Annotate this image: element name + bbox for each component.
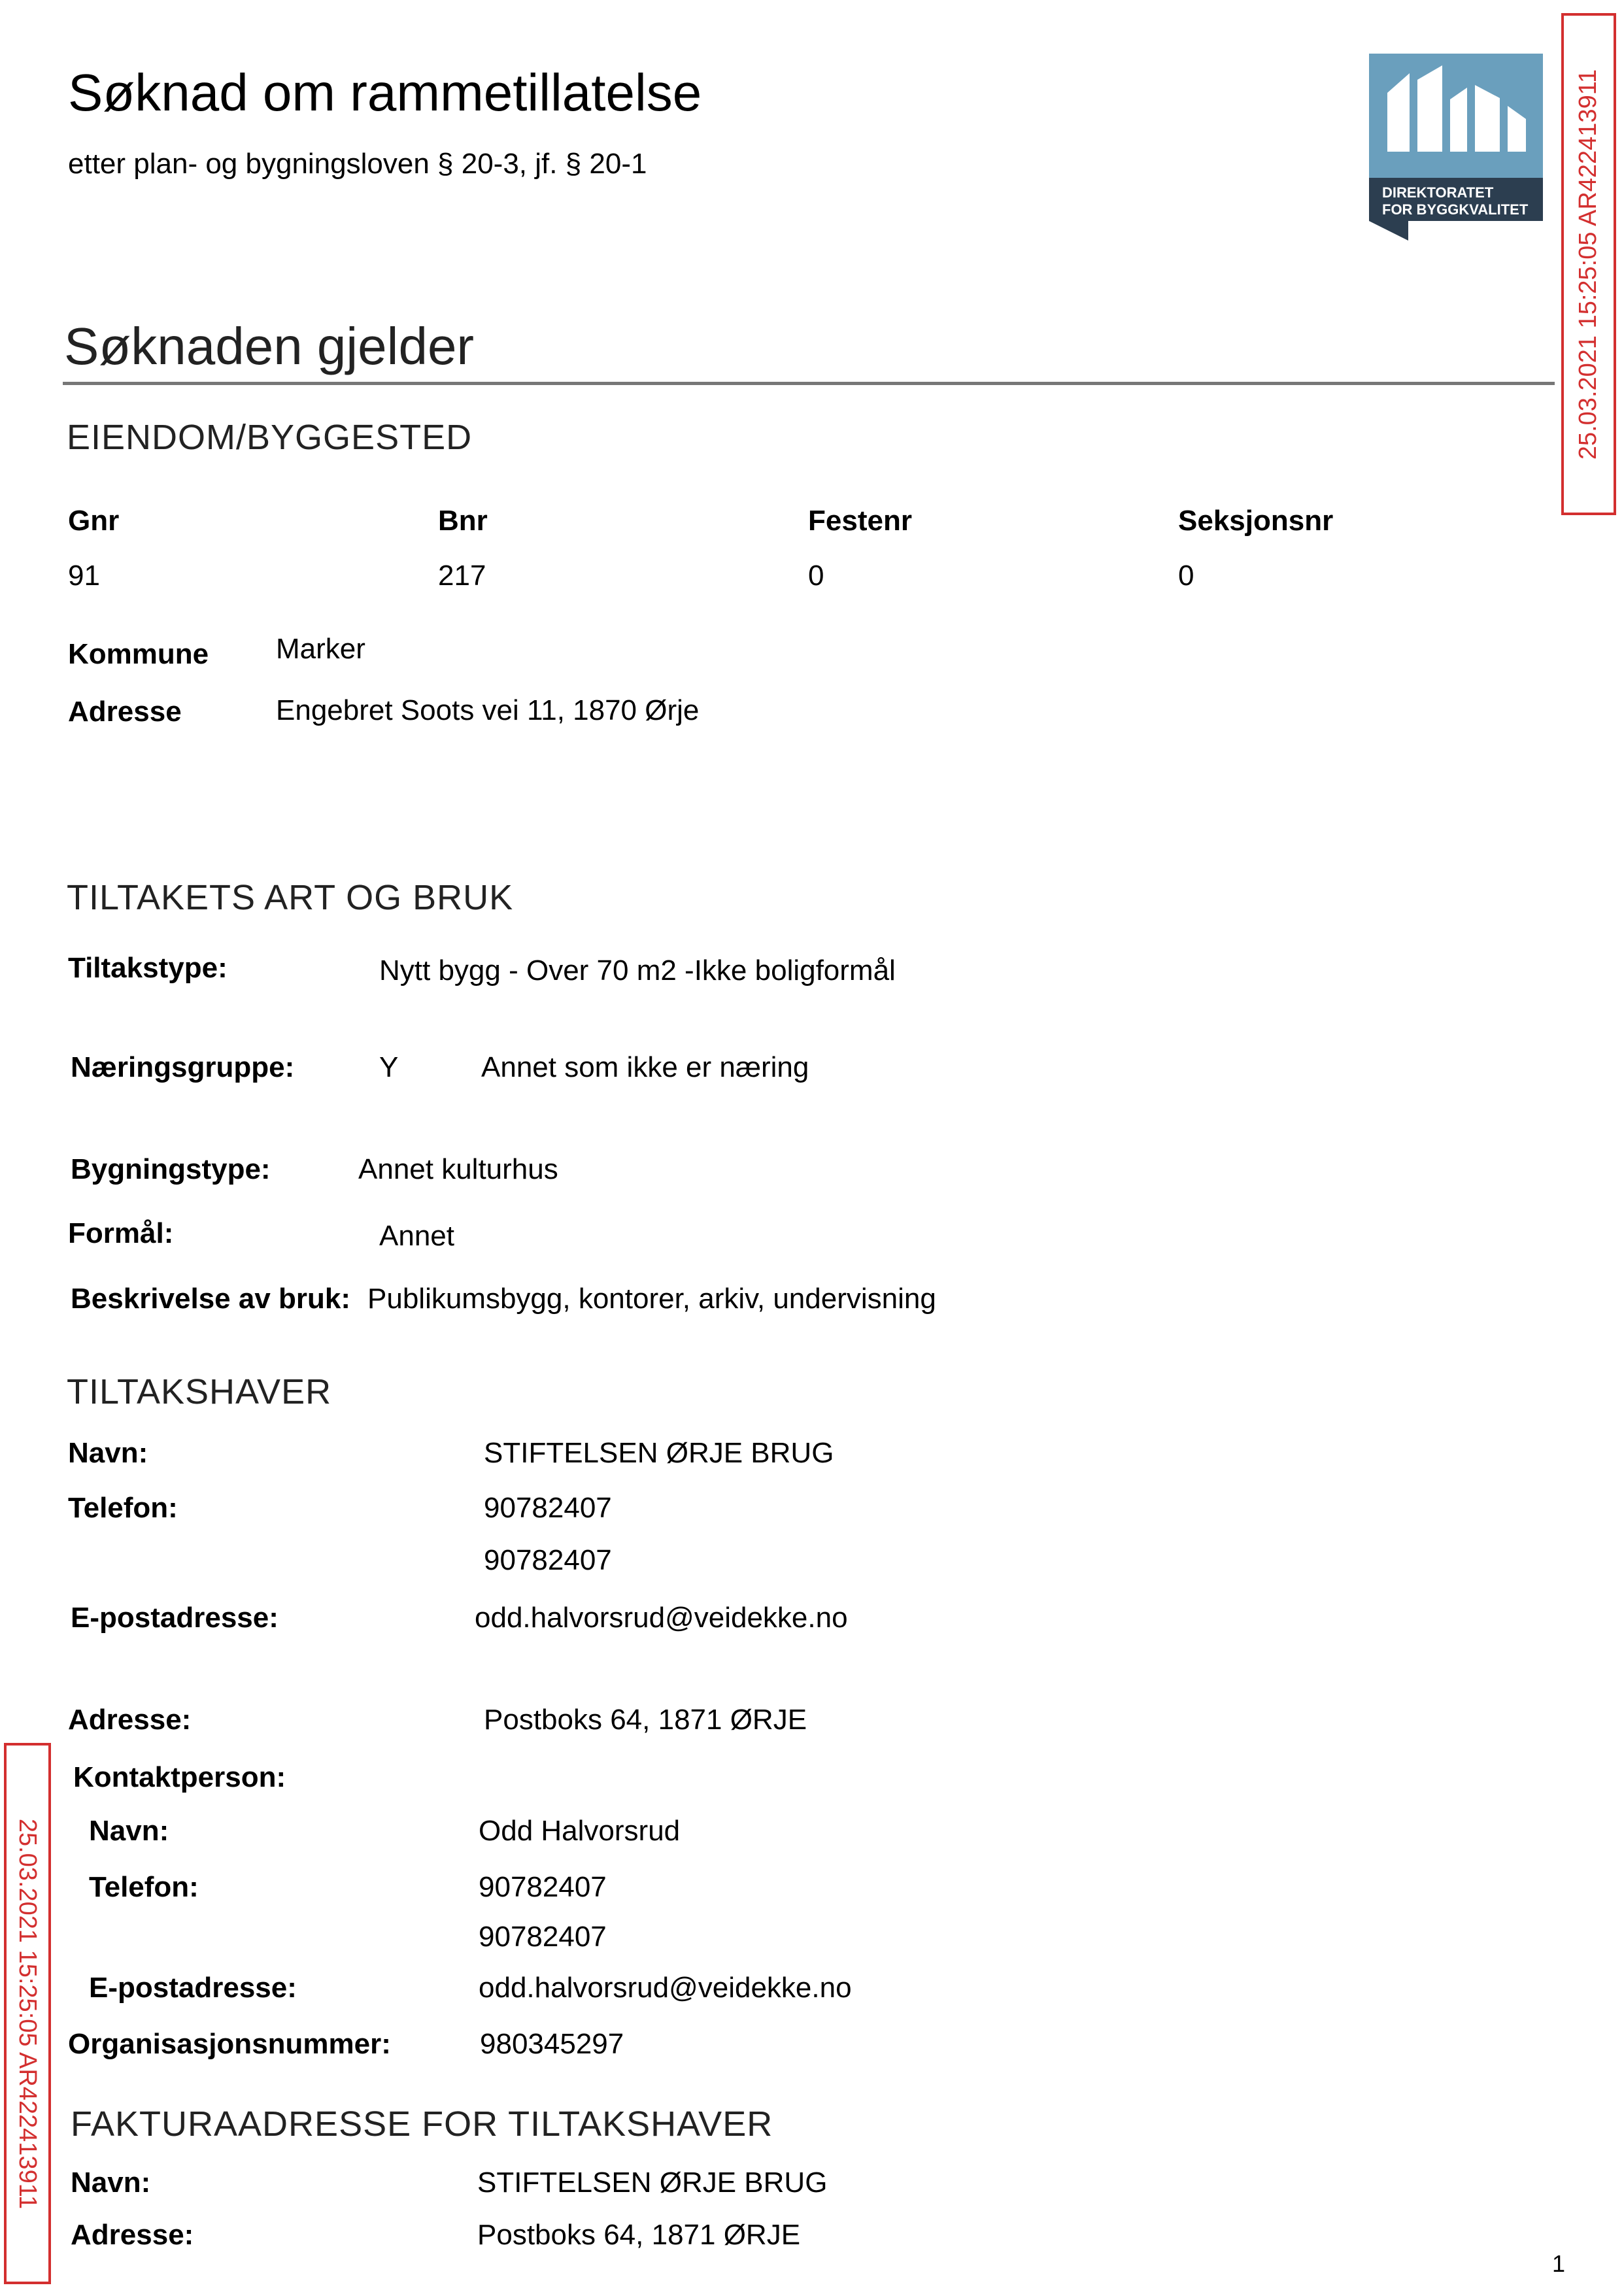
faktura-adresse-value: Postboks 64, 1871 ØRJE bbox=[477, 2219, 801, 2251]
kommune-value: Marker bbox=[276, 633, 365, 665]
tiltakshaver-telefon-label: Telefon: bbox=[68, 1492, 178, 1524]
eiendom-heading: EIENDOM/BYGGESTED bbox=[67, 418, 473, 457]
faktura-navn-value: STIFTELSEN ØRJE BRUG bbox=[477, 2167, 828, 2199]
tiltakshaver-adresse-value: Postboks 64, 1871 ØRJE bbox=[484, 1704, 807, 1736]
section-title: Søknaden gjelder bbox=[64, 317, 475, 375]
tiltakshaver-navn-label: Navn: bbox=[68, 1437, 148, 1469]
gnr-value: 91 bbox=[68, 560, 100, 592]
page-number: 1 bbox=[1552, 2250, 1566, 2277]
date-stamp-left bbox=[4, 1743, 51, 2284]
tiltakshaver-epost-value: odd.halvorsrud@veidekke.no bbox=[475, 1602, 848, 1634]
naeringsgruppe-value: Annet som ikke er næring bbox=[481, 1051, 809, 1083]
date-stamp-right bbox=[1561, 13, 1616, 515]
kontakt-epost-value: odd.halvorsrud@veidekke.no bbox=[479, 1972, 852, 2004]
kontakt-telefon-value1: 90782407 bbox=[479, 1871, 607, 1903]
tiltakshaver-adresse-label: Adresse: bbox=[68, 1704, 192, 1736]
faktura-navn-label: Navn: bbox=[71, 2167, 151, 2199]
stamp-text: 25.03.2021 15:25:05 AR422413911 bbox=[1574, 69, 1602, 460]
tiltakstype-value: Nytt bygg - Over 70 m2 -Ikke boligformål bbox=[379, 954, 896, 987]
seksjonsnr-value: 0 bbox=[1178, 560, 1194, 592]
festenr-label: Festenr bbox=[808, 505, 912, 537]
tiltakstype-label: Tiltakstype: bbox=[68, 952, 228, 984]
formal-value: Annet bbox=[379, 1220, 454, 1252]
orgnr-value: 980345297 bbox=[480, 2028, 624, 2060]
document-subtitle: etter plan- og bygningsloven § 20-3, jf. § 20-1 bbox=[68, 148, 647, 180]
kontaktperson-label: Kontaktperson: bbox=[73, 1761, 286, 1793]
faktura-heading: FAKTURAADRESSE FOR TILTAKSHAVER bbox=[71, 2104, 773, 2144]
festenr-value: 0 bbox=[808, 560, 824, 592]
naeringsgruppe-code: Y bbox=[379, 1051, 399, 1083]
document-title: Søknad om rammetillatelse bbox=[68, 63, 702, 122]
seksjonsnr-label: Seksjonsnr bbox=[1178, 505, 1334, 537]
logo-text-line1: DIREKTORATET bbox=[1382, 184, 1494, 201]
naeringsgruppe-label: Næringsgruppe: bbox=[71, 1051, 295, 1083]
tiltakshaver-navn-value: STIFTELSEN ØRJE BRUG bbox=[484, 1437, 834, 1469]
faktura-adresse-label: Adresse: bbox=[71, 2219, 194, 2251]
tiltakshaver-telefon-value2: 90782407 bbox=[484, 1544, 612, 1576]
kommune-label: Kommune bbox=[68, 638, 209, 670]
tiltak-heading: TILTAKETS ART OG BRUK bbox=[67, 878, 514, 917]
gnr-label: Gnr bbox=[68, 505, 120, 537]
kontakt-telefon-label: Telefon: bbox=[89, 1871, 199, 1903]
orgnr-label: Organisasjonsnummer: bbox=[68, 2028, 391, 2060]
tiltakshaver-telefon-value1: 90782407 bbox=[484, 1492, 612, 1524]
bygningstype-value: Annet kulturhus bbox=[358, 1153, 558, 1185]
bnr-value: 217 bbox=[438, 560, 486, 592]
beskrivelse-label: Beskrivelse av bruk: bbox=[71, 1283, 351, 1315]
kontakt-navn-label: Navn: bbox=[89, 1815, 169, 1847]
bnr-label: Bnr bbox=[438, 505, 488, 537]
tiltakshaver-epost-label: E-postadresse: bbox=[71, 1602, 279, 1634]
tiltakshaver-heading: TILTAKSHAVER bbox=[67, 1372, 332, 1411]
adresse-label: Adresse bbox=[68, 696, 182, 728]
formal-label: Formål: bbox=[68, 1217, 174, 1249]
stamp-text: 25.03.2021 15:25:05 AR422413911 bbox=[14, 1818, 42, 2209]
kontakt-epost-label: E-postadresse: bbox=[89, 1972, 297, 2004]
section-divider bbox=[63, 382, 1555, 385]
beskrivelse-value: Publikumsbygg, kontorer, arkiv, undervisning bbox=[367, 1283, 936, 1315]
logo-text-line2: FOR BYGGKVALITET bbox=[1382, 201, 1529, 218]
kontakt-navn-value: Odd Halvorsrud bbox=[479, 1815, 681, 1847]
bygningstype-label: Bygningstype: bbox=[71, 1153, 271, 1185]
adresse-value: Engebret Soots vei 11, 1870 Ørje bbox=[276, 694, 700, 726]
kontakt-telefon-value2: 90782407 bbox=[479, 1921, 607, 1953]
dibk-logo bbox=[1369, 54, 1543, 241]
